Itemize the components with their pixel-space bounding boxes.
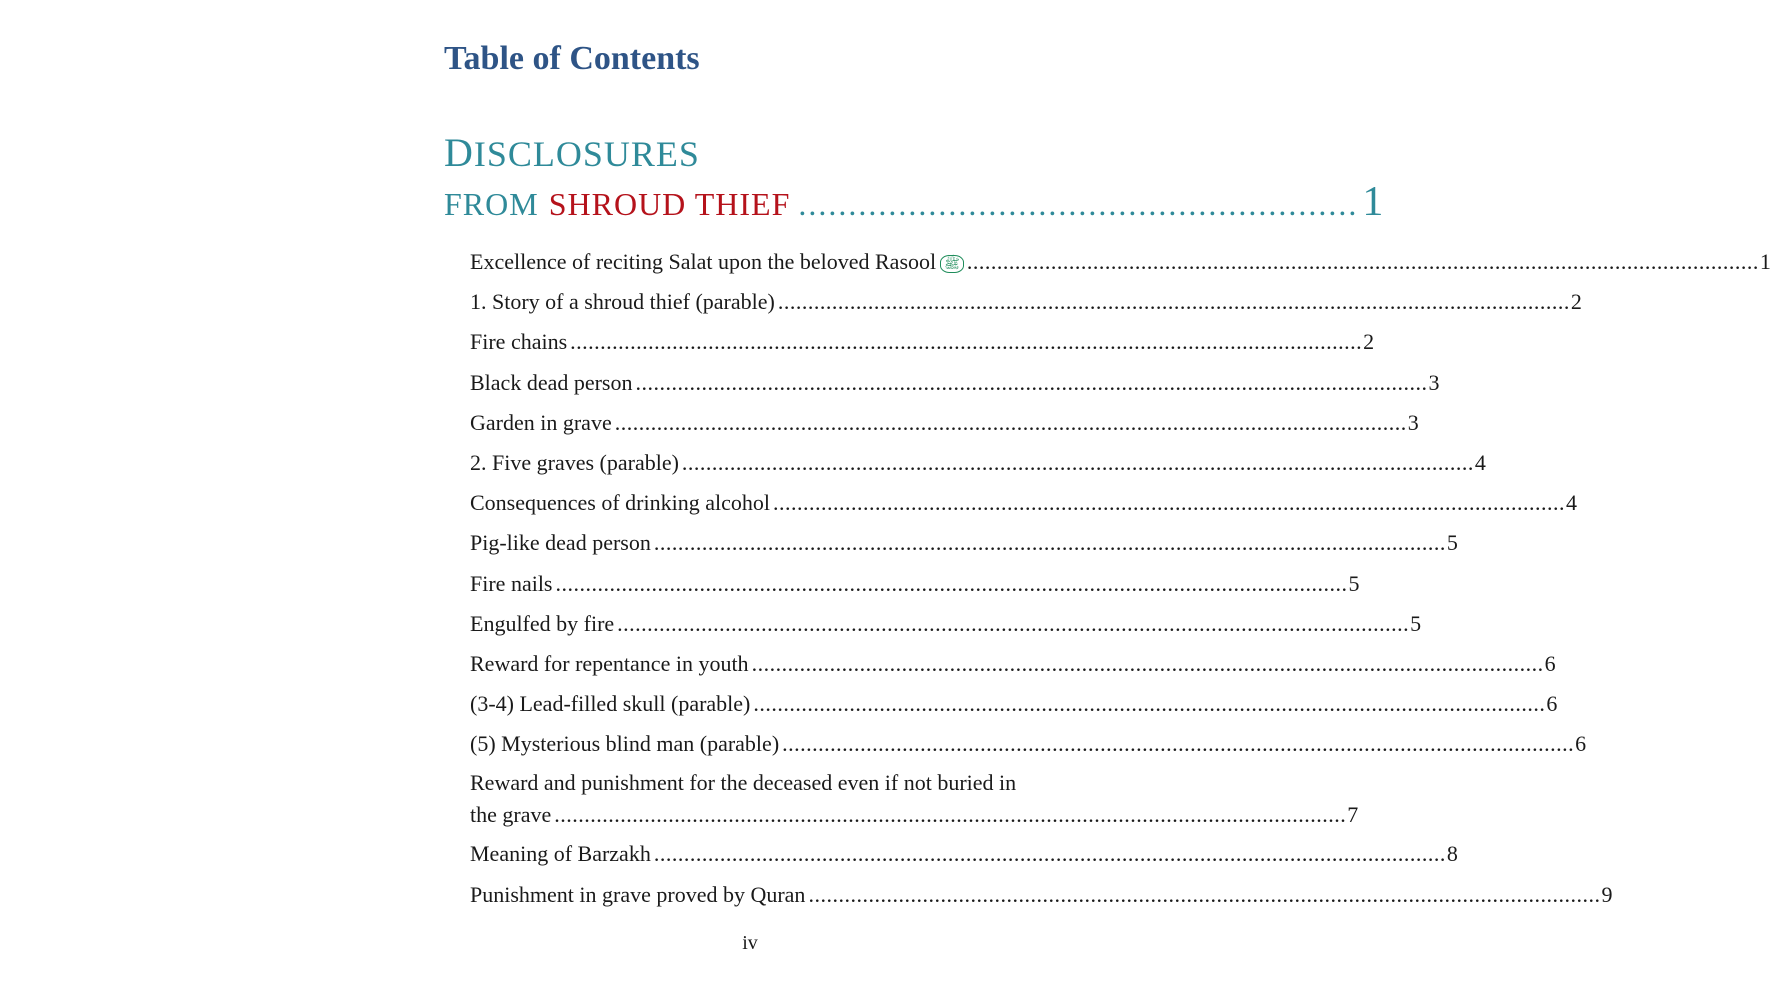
toc-entry-label: Engulfed by fire (470, 610, 615, 636)
toc-entry-label: Garden in grave (470, 409, 612, 435)
leader-dots: .................................................................................................................................... (653, 530, 1446, 556)
toc-entry[interactable] (470, 325, 1375, 365)
leader-dots: .................................................................................................................................... (653, 841, 1446, 867)
chapter-initial: D (444, 130, 474, 175)
toc-entry-label: Reward and punishment for the deceased even if not buried in (470, 770, 1017, 796)
toc-entry-page: 6 (1575, 731, 1587, 757)
toc-entry-label: Consequences of drinking alcohol (470, 490, 770, 516)
toc-entry-label-continued: the grave (470, 802, 552, 828)
toc-entry-page: 5 (1446, 530, 1458, 556)
toc-entry[interactable] (470, 647, 1556, 687)
toc-entry[interactable] (470, 567, 1360, 607)
toc-entry-page: 2 (1363, 329, 1375, 355)
leader-dots: .................................................................................................................................... (751, 650, 1544, 676)
toc-entry[interactable] (470, 406, 1419, 446)
leader-dots: .................................................................................................................................... (635, 369, 1428, 395)
toc-entry-label: Pig-like dead person (470, 530, 651, 556)
chapter-heading[interactable] (444, 128, 1385, 227)
leader-dots: .................................................................................................................................... (554, 802, 1347, 828)
toc-entry[interactable] (470, 607, 1422, 647)
toc-entry-page: 3 (1428, 369, 1440, 395)
toc-entry-label: (3-4) Lead-filled skull (parable) (470, 691, 751, 717)
toc-entry-page: 6 (1546, 691, 1558, 717)
chapter-title-from: FROM (444, 186, 539, 222)
toc-entry-page: 5 (1348, 570, 1360, 596)
toc-entry[interactable] (470, 767, 1359, 837)
toc-entry[interactable] (470, 446, 1486, 486)
toc-entry-page: 5 (1410, 610, 1422, 636)
toc-entry[interactable] (470, 245, 1771, 285)
toc-entry[interactable] (470, 687, 1558, 727)
toc-entry[interactable] (470, 837, 1458, 877)
toc-entry[interactable] (470, 727, 1587, 767)
leader-dots: .................................................................................................................................... (782, 731, 1575, 757)
toc-entry-label: 1. Story of a shroud thief (parable) (470, 289, 775, 315)
salutation-icon: ﷺ (940, 255, 964, 273)
leader-dots: .................................................................................................................................... (681, 449, 1474, 475)
leader-dots: .................................................................................................................................... (773, 490, 1565, 516)
toc-entry[interactable] (470, 285, 1582, 325)
chapter-page-number: 1 (1362, 179, 1385, 225)
toc-entry-label: Punishment in grave proved by Quran (470, 881, 806, 907)
toc-entry-page: 9 (1601, 881, 1613, 907)
toc-entry-label: Fire chains (470, 329, 568, 355)
leader-dots: .................................................................................................................................... (753, 691, 1546, 717)
toc-entry-page: 7 (1347, 802, 1359, 828)
toc-entry-label: 2. Five graves (parable) (470, 449, 679, 475)
chapter-title-highlight: SHROUD THIEF (548, 186, 791, 222)
toc-entry-label: Excellence of reciting Salat upon the beloved Rasool ﷺ (470, 245, 964, 279)
leader-dots: .................................................................................................................................... (617, 610, 1410, 636)
toc-entry-page: 3 (1407, 409, 1419, 435)
toc-heading: Table of Contents (444, 40, 700, 77)
toc-entry-page: 2 (1570, 289, 1582, 315)
toc-entry-label: Black dead person (470, 369, 633, 395)
chapter-leader-dots: ........................................................ (798, 186, 1359, 222)
toc-entry-label: Fire nails (470, 570, 553, 596)
chapter-title-line2 (444, 179, 1385, 227)
toc-entry-page: 6 (1544, 650, 1556, 676)
toc-entry-list (470, 245, 1771, 918)
leader-dots: .................................................................................................................................... (614, 409, 1407, 435)
toc-entry-label: Meaning of Barzakh (470, 841, 651, 867)
chapter-title-rest: ISCLOSURES (473, 134, 700, 174)
toc-entry-page: 4 (1566, 490, 1577, 516)
toc-entry[interactable] (470, 486, 1577, 526)
leader-dots: .................................................................................................................................... (966, 249, 1759, 274)
leader-dots: .................................................................................................................................... (777, 289, 1570, 315)
toc-entry-page: 8 (1446, 841, 1458, 867)
chapter-title-line1 (444, 128, 1056, 179)
toc-entry[interactable] (470, 878, 1613, 918)
toc-entry-page: 4 (1474, 449, 1486, 475)
toc-entry-page: 1 (1759, 249, 1771, 274)
toc-entry[interactable] (470, 366, 1440, 406)
toc-entry-label: (5) Mysterious blind man (parable) (470, 731, 780, 757)
leader-dots: .................................................................................................................................... (808, 881, 1601, 907)
toc-entry[interactable] (470, 526, 1458, 566)
leader-dots: .................................................................................................................................... (570, 329, 1363, 355)
page-folio: iv (742, 932, 758, 954)
leader-dots: .................................................................................................................................... (555, 570, 1348, 596)
toc-entry-label: Reward for repentance in youth (470, 650, 749, 676)
